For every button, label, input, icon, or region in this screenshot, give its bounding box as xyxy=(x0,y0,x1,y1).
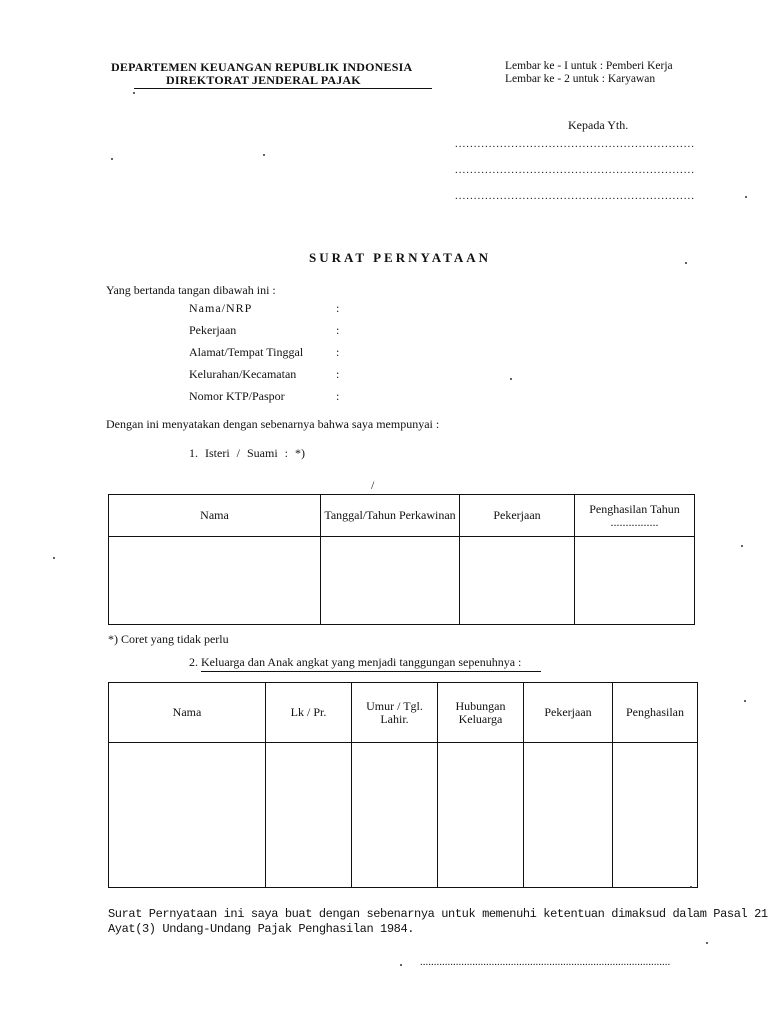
scan-speck xyxy=(133,92,135,94)
sheet-2-note: Lembar ke - 2 untuk : Karyawan xyxy=(505,73,656,85)
field-colon: : xyxy=(336,323,340,337)
closing-line-1: Surat Pernyataan ini saya buat dengan sebenarnya untuk memenuhi ketentuan dimaksud dalam Pasal 21 xyxy=(108,907,768,921)
table-cell[interactable] xyxy=(109,743,266,888)
field-label-address: Alamat/Tempat Tinggal xyxy=(189,345,304,359)
scan-speck xyxy=(685,262,687,264)
intro-text: Yang bertanda tangan dibawah ini : xyxy=(106,283,276,297)
scan-speck xyxy=(400,964,402,966)
scan-speck xyxy=(111,158,113,160)
scan-speck xyxy=(741,545,743,547)
table-row xyxy=(109,743,698,888)
address-line-2: ................................................................ xyxy=(455,164,695,176)
table-cell[interactable] xyxy=(321,537,460,625)
scan-speck xyxy=(53,557,55,559)
section-1-heading: 1. Isteri / Suami : *) xyxy=(189,446,305,460)
table-cell[interactable] xyxy=(524,743,613,888)
column-header: Pekerjaan xyxy=(524,683,613,743)
column-header: Pekerjaan xyxy=(460,495,575,537)
field-colon: : xyxy=(336,301,340,315)
dependents-table xyxy=(108,682,698,888)
field-colon: : xyxy=(336,345,340,359)
table-cell[interactable] xyxy=(438,743,524,888)
field-label-id-number: Nomor KTP/Paspor xyxy=(189,389,285,403)
spouse-table xyxy=(108,494,695,625)
table-header-row xyxy=(109,495,695,537)
field-colon: : xyxy=(336,367,340,381)
scan-speck xyxy=(263,154,265,156)
section-2-underline xyxy=(201,671,541,672)
address-line-1: ................................................................ xyxy=(455,138,695,150)
document-title: SURAT PERNYATAAN xyxy=(309,250,491,265)
section-2-heading: 2. Keluarga dan Anak angkat yang menjadi tanggungan sepenuhnya : xyxy=(189,655,522,669)
addressee-label: Kepada Yth. xyxy=(568,118,629,132)
field-label-name: Nama/NRP xyxy=(189,301,253,315)
scan-speck xyxy=(690,886,692,888)
table-cell[interactable] xyxy=(613,743,698,888)
directorate-name: DIREKTORAT JENDERAL PAJAK xyxy=(166,73,361,87)
table-cell[interactable] xyxy=(352,743,438,888)
scan-speck xyxy=(745,196,747,198)
table-cell[interactable] xyxy=(575,537,695,625)
field-colon: : xyxy=(336,389,340,403)
column-header: Hubungan Keluarga xyxy=(438,683,524,743)
column-header: Tanggal/Tahun Perkawinan xyxy=(321,495,460,537)
header-underline xyxy=(134,88,432,89)
column-header: Penghasilan xyxy=(613,683,698,743)
column-header: Nama xyxy=(109,683,266,743)
address-line-3: ................................................................ xyxy=(455,190,695,202)
column-header: Umur / Tgl. Lahir. xyxy=(352,683,438,743)
table-cell[interactable] xyxy=(266,743,352,888)
signature-line: ........................................................................................... xyxy=(420,956,671,968)
scan-speck xyxy=(510,378,512,380)
scan-speck xyxy=(706,942,708,944)
footnote: *) Coret yang tidak perlu xyxy=(108,632,229,646)
ministry-name: DEPARTEMEN KEUANGAN REPUBLIK INDONESIA xyxy=(111,60,413,74)
column-header: Lk / Pr. xyxy=(266,683,352,743)
scan-speck xyxy=(744,700,746,702)
field-label-district: Kelurahan/Kecamatan xyxy=(189,367,297,381)
field-label-occupation: Pekerjaan xyxy=(189,323,237,337)
statement-text: Dengan ini menyatakan dengan sebenarnya bahwa saya mempunyai : xyxy=(106,417,440,431)
closing-line-2: Ayat(3) Undang-Undang Pajak Penghasilan 1984. xyxy=(108,922,415,936)
sheet-1-note: Lembar ke - I untuk : Pemberi Kerja xyxy=(505,60,673,72)
table-header-row xyxy=(109,683,698,743)
table-row xyxy=(109,537,695,625)
column-header: Nama xyxy=(109,495,321,537)
pen-mark: / xyxy=(371,478,375,492)
table-cell[interactable] xyxy=(460,537,575,625)
column-header: Penghasilan Tahun ................ xyxy=(575,495,695,537)
table-cell[interactable] xyxy=(109,537,321,625)
